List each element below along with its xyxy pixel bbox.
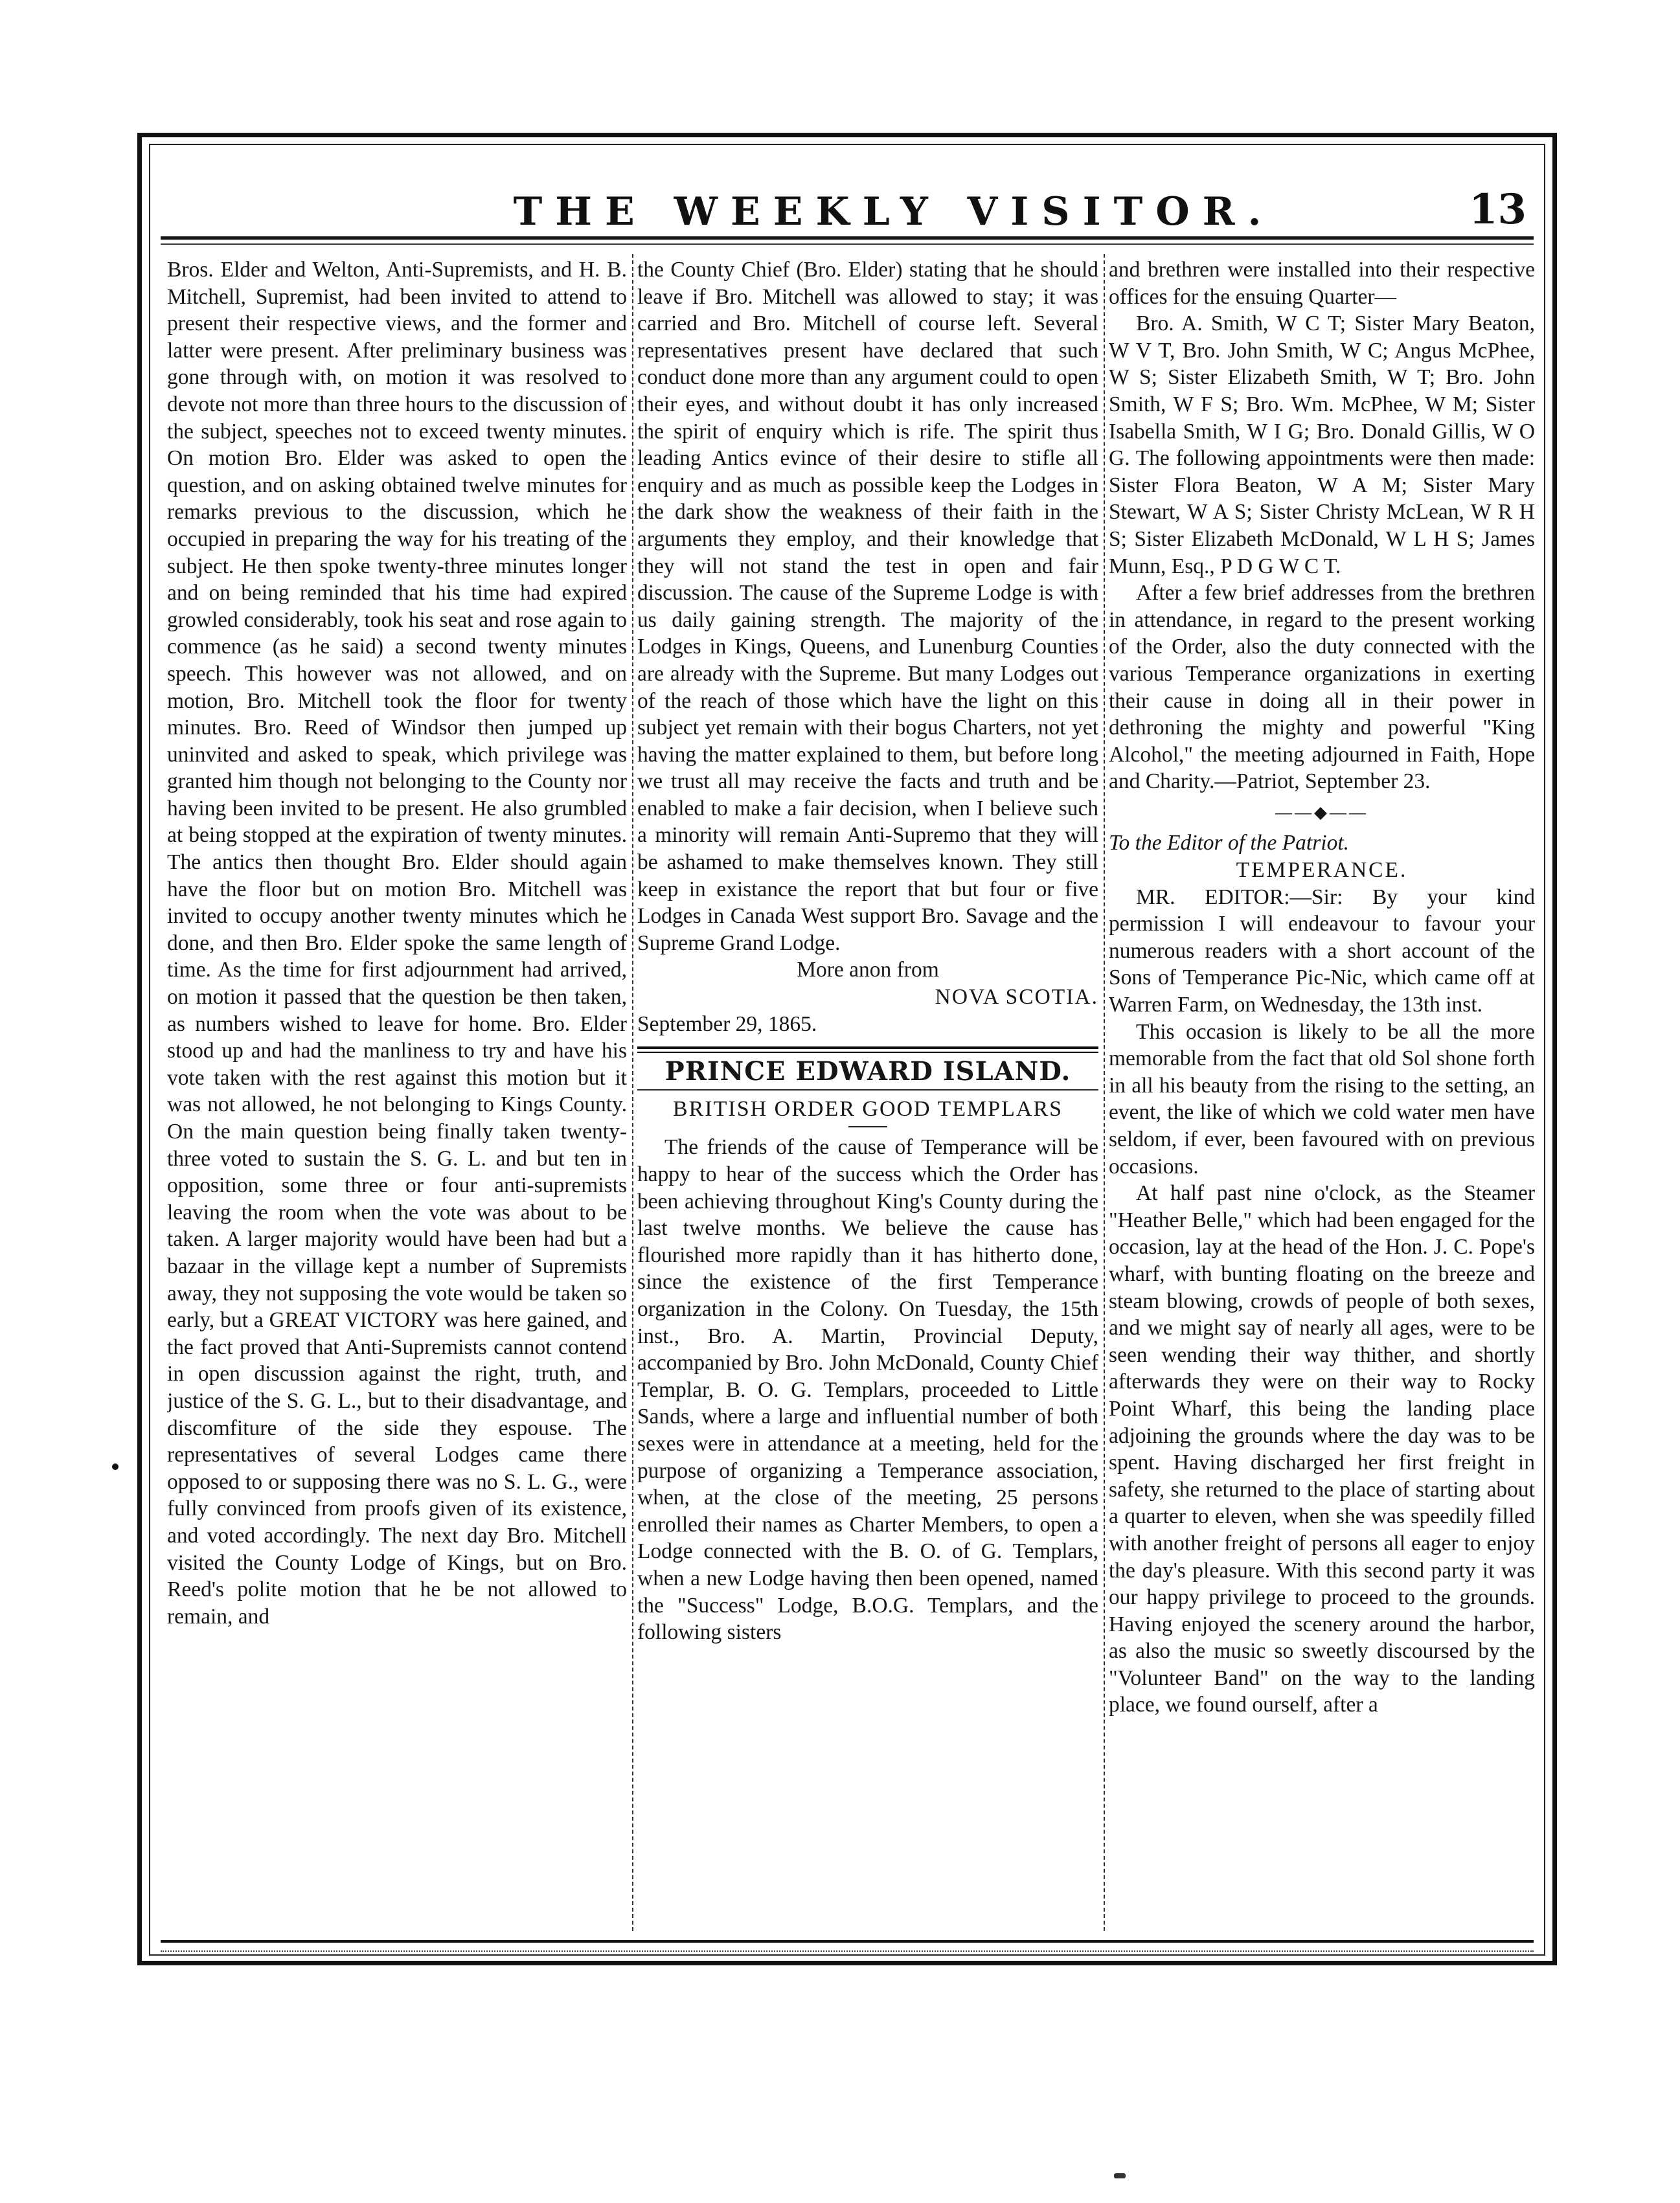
- short-rule: [848, 1126, 887, 1127]
- margin-speck: [112, 1463, 119, 1470]
- column-1: [167, 256, 627, 1927]
- section-title: PRINCE EDWARD ISLAND.: [664, 1056, 1071, 1087]
- column-2: [637, 256, 1098, 1927]
- page-speck: [1114, 2173, 1126, 2178]
- page-number: 13: [1469, 185, 1527, 234]
- column-divider: [632, 254, 633, 1931]
- article-paragraph: Bro. A. Smith, W C T; Sister Mary Beaton, W V T, Bro. John Smith, W C; Angus McPhee, W S; Sister Elizabeth Smith, W T; Bro. John Smith, W F S; Bro. Wm. McPhee, W M; Sister Isabella Smith, W I G; Bro. Donald Gillis, W O G. The following appointments were then made: Sister Flora Beaton, W A M; Sister Mary Stewart, W A S; Sister Christy McLean, W R H S; Sister Elizabeth McDonald, W L H S; James Munn, Esq., P D G W C T.: [1109, 311, 1535, 578]
- column-3: [1109, 256, 1535, 1927]
- article-paragraph: MR. EDITOR:—Sir: By your kind permission I will endeavour to favour your numerous readers with a short account of the Sons of Temperance Pic-Nic, which came off at Warren Farm, on Wednesday, the 13th inst.: [1109, 885, 1535, 1017]
- dateline: September 29, 1865.: [637, 1011, 817, 1036]
- article-paragraph: At half past nine o'clock, as the Steamer "Heather Belle," which had been engaged for the occasion, lay at the head of the Hon. J. C. Pope's wharf, with bunting floating on the breeze and steam blowing, crowds of people of both sexes, and we might say of nearly all ages, were to be seen wending their way thither, and shortly afterwards they were on their way to Rocky Point Wharf, this being the landing place adjoining the grounds where the day was to be spent. Having discharged her first freight in safety, she returned to the place of starting about a quarter to eleven, when she was speedily filled with another freight of persons all eager to enjoy the day's pleasure. With this second party it was our happy privilege to proceed to the grounds. Having enjoyed the scenery around the harbor, as also the music so sweetly discoursed by the "Volunteer Band" on the way to the landing place, we found ourself, after a: [1109, 1181, 1535, 1717]
- article-paragraph: This occasion is likely to be all the more memorable from the fact that old Sol shone forth in all his beauty from the rising to the setting, an event, the like of which we cold water men have seldom, if ever, been favoured with on previous occasions.: [1109, 1019, 1535, 1179]
- footer-rule: [161, 1940, 1534, 1943]
- section-subtitle: BRITISH ORDER GOOD TEMPLARS: [637, 1089, 1098, 1123]
- article-paragraph: The friends of the cause of Temperance will be happy to hear of the success which the Order has been achieving throughout King's County during the last twelve months. We believe the cause has flourished more rapidly than it has hitherto done, since the existence of the first Temperance organization in the Colony. On Tuesday, the 15th inst., Bro. A. Martin, Provincial Deputy, accompanied by Bro. John McDonald, County Chief Templar, B. O. G. Templars, proceeded to Little Sands, where a large and influential number of both sexes were in attendance at a meeting, held for the purpose of organizing a Temperance association, when, at the close of the meeting, 25 persons enrolled their names as Charter Members, to open a Lodge connected with the B. O. of G. Templars, when a new Lodge having then been opened, named the "Success" Lodge, B.O.G. Templars, and the following sisters: [637, 1135, 1098, 1645]
- footer-rule-dotted: [161, 1950, 1534, 1952]
- signature: NOVA SCOTIA.: [935, 985, 1098, 1010]
- signoff: More anon from: [797, 958, 939, 982]
- header-rule-thin: [161, 243, 1534, 245]
- article-paragraph: and brethren were installed into their respective offices for the ensuing Quarter—: [1109, 258, 1535, 309]
- letter-heading: TEMPERANCE.: [1236, 858, 1408, 883]
- letter-address: To the Editor of the Patriot.: [1109, 831, 1350, 855]
- article-paragraph: After a few brief addresses from the brethren in attendance, in regard to the present working of the Order, also the duty connected with the various Temperance organizations in exerting their cause in doing all in their power in dethroning the mighty and powerful "King Alcohol," the meeting adjourned in Faith, Hope and Charity.—Patriot, September 23.: [1109, 581, 1535, 794]
- column-divider: [1104, 254, 1105, 1931]
- header-rule: [161, 236, 1534, 240]
- section-rule: [637, 1046, 1098, 1053]
- article-paragraph: the County Chief (Bro. Elder) stating that he should leave if Bro. Mitchell was allowed to stay; it was carried and Bro. Mitchell of course left. Several representatives present have declared that such conduct done more than any argument could to open their eyes, and without doubt it has only increased the spirit of enquiry which is rife. The spirit thus leading Antics evince of their desire to stifle all enquiry and as much as possible keep the Lodges in the dark show the weakness of their faith in the arguments they employ, and their knowledge that they will not stand the test in open and fair discussion. The cause of the Supreme Lodge is with us daily gaining strength. The majority of the Lodges in Kings, Queens, and Lunenburg Counties are already with the Supreme. But many Lodges out of the reach of those which have the light on this subject yet remain with their bogus Charters, not yet having the matter explained to them, but before long we trust all may receive the facts and truth and be enabled to make a fair decision, when I believe such a minority will remain Anti-Supremo that they will be ashamed to make themselves known. They still keep in existance the report that but four or five Lodges in Canada West support Bro. Savage and the Supreme Grand Lodge.: [637, 258, 1098, 955]
- ornament-divider: ——◆——: [1275, 802, 1368, 822]
- article-paragraph: Bros. Elder and Welton, Anti-Supremists, and H. B. Mitchell, Supremist, had been invited to attend to present their respective views, and the former and latter were present. After preliminary business was gone through with, on motion it was resolved to devote not more than three hours to the discussion of the subject, speeches not to exceed twenty minutes. On motion Bro. Elder was asked to open the question, and on asking obtained twelve minutes for remarks previous to the discussion, which he occupied in preparing the way for his treating of the subject. He then spoke twenty-three minutes longer and on being reminded that his time had expired growled considerably, took his seat and rose again to commence (as he said) a second twenty minutes speech. This however was not allowed, and on motion, Bro. Mitchell took the floor for twenty minutes. Bro. Reed of Windsor then jumped up uninvited and asked to speak, which privilege was granted him though not belonging to the County nor having been invited to be present. He also grumbled at being stopped at the expiration of twenty minutes. The antics then thought Bro. Elder should again have the floor but on motion Bro. Mitchell was invited to occupy another twenty minutes which he done, and then Bro. Elder spoke the same length of time. As the time for first adjournment had arrived, on motion it passed that the question be then taken, as numbers wished to leave for home. Bro. Elder stood up and had the manliness to try and have his vote taken with the rest against this motion but it was not allowed, he not belonging to Kings County. On the main question being finally taken twenty-three voted to sustain the S. G. L. and but ten in opposition, some three or four anti-supremists leaving the room when the vote was about to be taken. A larger majority would have been had but a bazaar in the village kept a number of Supremists away, they not supposing the vote would be taken so early, but a GREAT VICTORY was here gained, and the fact proved that Anti-Supremists cannot contend in open discussion against the right, truth, and justice of the S. G. L., but to their disadvantage, and discomfiture of the side they espouse. The representatives of several Lodges came there opposed to or supposing there was no S. L. G., were fully convinced from proofs given of its existence, and voted accordingly. The next day Bro. Mitchell visited the County Lodge of Kings, but on Bro. Reed's polite motion that he be not allowed to remain, and: [167, 258, 627, 1629]
- masthead-title: THE WEEKLY VISITOR.: [513, 189, 1275, 234]
